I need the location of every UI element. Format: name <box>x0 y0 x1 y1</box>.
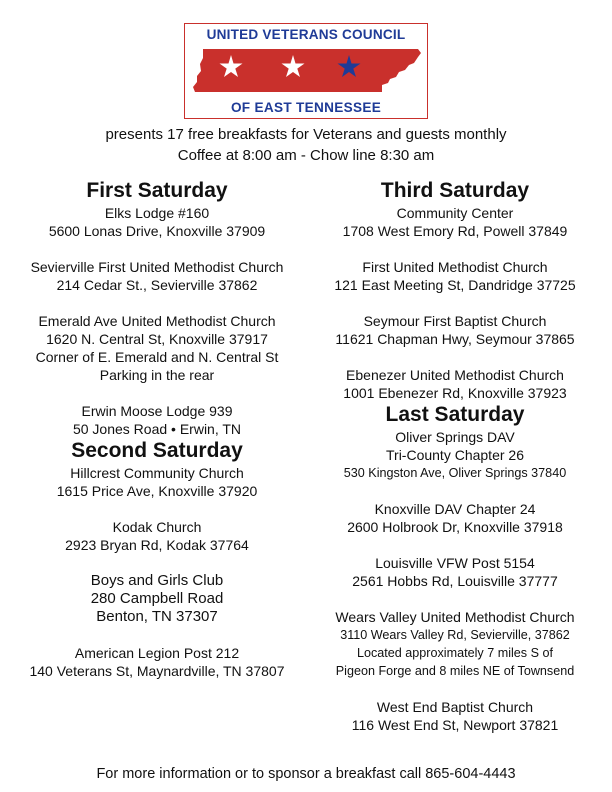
venue-address: 2923 Bryan Rd, Kodak 37764 <box>65 537 249 553</box>
section-title: Third Saturday <box>380 179 530 202</box>
venue-entry <box>304 554 606 590</box>
venue-name: First United Methodist Church <box>362 259 548 275</box>
venue-address: 2561 Hobbs Rd, Louisville 37777 <box>352 573 558 589</box>
venue-entry <box>304 500 606 536</box>
venue-entry <box>6 402 308 438</box>
venue-name: Oliver Springs DAV <box>395 429 515 445</box>
venue-name: Kodak Church <box>112 519 202 535</box>
venue-name: West End Baptist Church <box>376 699 534 715</box>
schedule-line: Coffee at 8:00 am - Chow line 8:30 am <box>177 147 435 164</box>
venue-note: Parking in the rear <box>99 367 215 383</box>
venue-address: 5600 Lonas Drive, Knoxville 37909 <box>48 223 266 239</box>
venue-name: American Legion Post 212 <box>74 645 240 661</box>
venue-entry <box>304 312 606 348</box>
venue-name: Knoxville DAV Chapter 24 <box>374 501 536 517</box>
venue-entry <box>6 644 308 680</box>
venue-entry <box>6 258 308 294</box>
venue-entry <box>6 572 308 626</box>
venue-address: 214 Cedar St., Sevierville 37862 <box>56 277 258 293</box>
venue-address: 121 East Meeting St, Dandridge 37725 <box>334 277 576 293</box>
logo-subtitle: OF EAST TENNESSEE <box>230 100 382 115</box>
venue-entry <box>304 428 606 482</box>
venue-entry <box>6 464 308 500</box>
venue-entry <box>304 366 606 402</box>
logo-title: UNITED VETERANS COUNCIL <box>206 27 406 42</box>
first-saturday-section <box>6 178 308 438</box>
venue-entry <box>304 698 606 734</box>
left-column <box>6 178 308 680</box>
venue-address: 1615 Price Ave, Knoxville 37920 <box>56 483 258 499</box>
venue-address: 280 Campbell Road <box>90 590 224 607</box>
venue-address: 140 Veterans St, Maynardville, TN 37807 <box>29 663 285 679</box>
venue-note: Pigeon Forge and 8 miles NE of Townsend <box>335 664 575 678</box>
venue-name: Community Center <box>396 205 514 221</box>
venue-name: Boys and Girls Club <box>90 572 224 589</box>
venue-entry <box>6 204 308 240</box>
venue-entry <box>304 204 606 240</box>
venue-name: Hillcrest Community Church <box>70 465 244 481</box>
venue-name: Sevierville First United Methodist Church <box>30 259 284 275</box>
venue-name: Emerald Ave United Methodist Church <box>38 313 276 329</box>
venue-note: Corner of E. Emerald and N. Central St <box>35 349 279 365</box>
venue-name: Wears Valley United Methodist Church <box>335 609 575 625</box>
last-saturday-section <box>304 402 606 734</box>
venue-address: 11621 Chapman Hwy, Seymour 37865 <box>335 331 575 347</box>
third-saturday-section <box>304 178 606 402</box>
venue-address: 116 West End St, Newport 37821 <box>351 717 559 733</box>
venue-entry <box>304 608 606 680</box>
venue-entry <box>6 312 308 384</box>
venue-note: Located approximately 7 miles S of <box>356 646 553 660</box>
venue-address: 1001 Ebenezer Rd, Knoxville 37923 <box>343 385 567 401</box>
second-saturday-section <box>6 438 308 680</box>
section-title: Second Saturday <box>71 439 243 462</box>
venue-address: 1620 N. Central St, Knoxville 37917 <box>46 331 268 347</box>
section-title: First Saturday <box>86 179 228 202</box>
intro-line: presents 17 free breakfasts for Veterans and guests monthly <box>105 126 507 143</box>
venue-entry <box>6 518 308 554</box>
venue-address: 530 Kingston Ave, Oliver Springs 37840 <box>343 466 567 480</box>
venue-name: Tri-County Chapter 26 <box>386 447 524 463</box>
venue-name: Seymour First Baptist Church <box>363 313 547 329</box>
logo <box>184 23 428 119</box>
venue-name: Louisville VFW Post 5154 <box>375 555 535 571</box>
venue-address: 2600 Holbrook Dr, Knoxville 37918 <box>347 519 563 535</box>
venue-address: 50 Jones Road • Erwin, TN <box>72 421 242 437</box>
venue-address: Benton, TN 37307 <box>96 608 218 625</box>
venue-name: Erwin Moose Lodge 939 <box>81 403 233 419</box>
contact-footer: For more information or to sponsor a breakfast call 865-604-4443 <box>96 766 516 782</box>
venue-name: Elks Lodge #160 <box>104 205 210 221</box>
venue-entry <box>304 258 606 294</box>
venue-address: 3110 Wears Valley Rd, Sevierville, 37862 <box>340 628 570 642</box>
section-title: Last Saturday <box>385 403 525 426</box>
venue-name: Ebenezer United Methodist Church <box>346 367 564 383</box>
venue-address: 1708 West Emory Rd, Powell 37849 <box>342 223 568 239</box>
right-column <box>304 178 606 734</box>
